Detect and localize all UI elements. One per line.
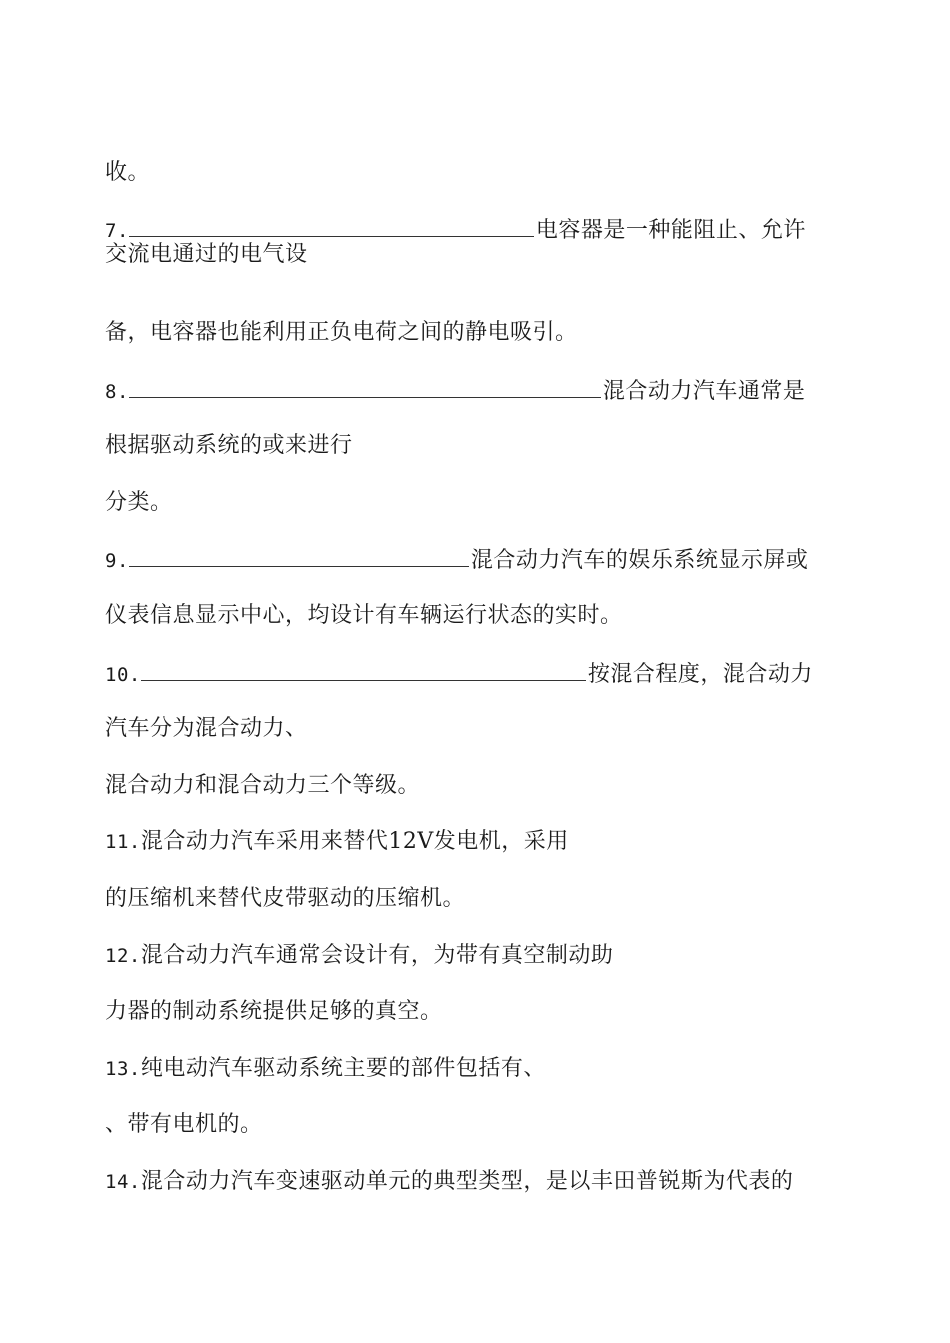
paragraph-text: 汽车分为混合动力、 bbox=[105, 716, 308, 741]
text-line bbox=[105, 1112, 263, 1138]
paragraph-text: 交流电通过的电气设 bbox=[105, 242, 308, 267]
question-number: 7. bbox=[105, 220, 129, 242]
question-8 bbox=[105, 377, 805, 405]
paragraph-text: 的压缩机来替代皮带驱动的压缩机。 bbox=[105, 886, 466, 911]
paragraph-text: 仪表信息显示中心，均设计有车辆运行状态的实时。 bbox=[105, 603, 623, 628]
question-text: 混合动力汽车变速驱动单元的典型类型，是以丰田普锐斯为代表的 bbox=[140, 1169, 794, 1194]
text-line bbox=[105, 242, 308, 268]
question-number: 14. bbox=[105, 1171, 141, 1193]
text-line bbox=[105, 999, 443, 1025]
paragraph-text: 分类。 bbox=[105, 490, 173, 515]
text-line bbox=[105, 320, 578, 346]
text-line bbox=[105, 773, 420, 799]
question-number: 12. bbox=[105, 945, 141, 967]
question-number: 13. bbox=[105, 1058, 141, 1080]
question-text: 混合动力汽车的娱乐系统显示屏或 bbox=[470, 548, 809, 573]
paragraph-text: 、带有电机的。 bbox=[105, 1112, 263, 1137]
question-12 bbox=[105, 943, 613, 969]
text-line bbox=[105, 603, 623, 629]
text-line bbox=[105, 716, 308, 742]
answer-blank[interactable] bbox=[129, 377, 601, 398]
text-line bbox=[105, 886, 465, 912]
paragraph-text: 收。 bbox=[105, 160, 151, 185]
paragraph-text: 混合动力和混合动力三个等级。 bbox=[105, 773, 421, 798]
question-text: 纯电动汽车驱动系统主要的部件包括有、 bbox=[140, 1056, 546, 1081]
question-9 bbox=[105, 546, 808, 574]
paragraph-text: 备，电容器也能利用正负电荷之间的静电吸引。 bbox=[105, 320, 578, 345]
question-11 bbox=[105, 829, 569, 855]
question-number: 9. bbox=[105, 550, 129, 572]
question-text: 混合动力汽车通常会设计有，为带有真空制动助 bbox=[140, 943, 614, 968]
text-line bbox=[105, 160, 150, 186]
paragraph-text: 根据驱动系统的或来进行 bbox=[105, 433, 353, 458]
question-number: 10. bbox=[105, 664, 141, 686]
answer-blank[interactable] bbox=[141, 660, 586, 681]
question-text: 混合动力汽车采用来替代12V发电机，采用 bbox=[140, 829, 569, 854]
answer-blank[interactable] bbox=[129, 546, 469, 567]
text-line bbox=[105, 433, 353, 459]
question-number: 8. bbox=[105, 381, 129, 403]
question-13 bbox=[105, 1056, 546, 1082]
answer-blank[interactable] bbox=[129, 216, 534, 237]
question-number: 11. bbox=[105, 831, 141, 853]
paragraph-text: 力器的制动系统提供足够的真空。 bbox=[105, 999, 443, 1024]
question-10 bbox=[105, 660, 813, 688]
question-text: 电容器是一种能阻止、允许 bbox=[535, 218, 806, 243]
question-14 bbox=[105, 1169, 793, 1195]
question-7 bbox=[105, 216, 806, 244]
text-line bbox=[105, 490, 173, 516]
question-text: 按混合程度，混合动力 bbox=[587, 662, 813, 687]
question-text: 混合动力汽车通常是 bbox=[602, 379, 806, 404]
